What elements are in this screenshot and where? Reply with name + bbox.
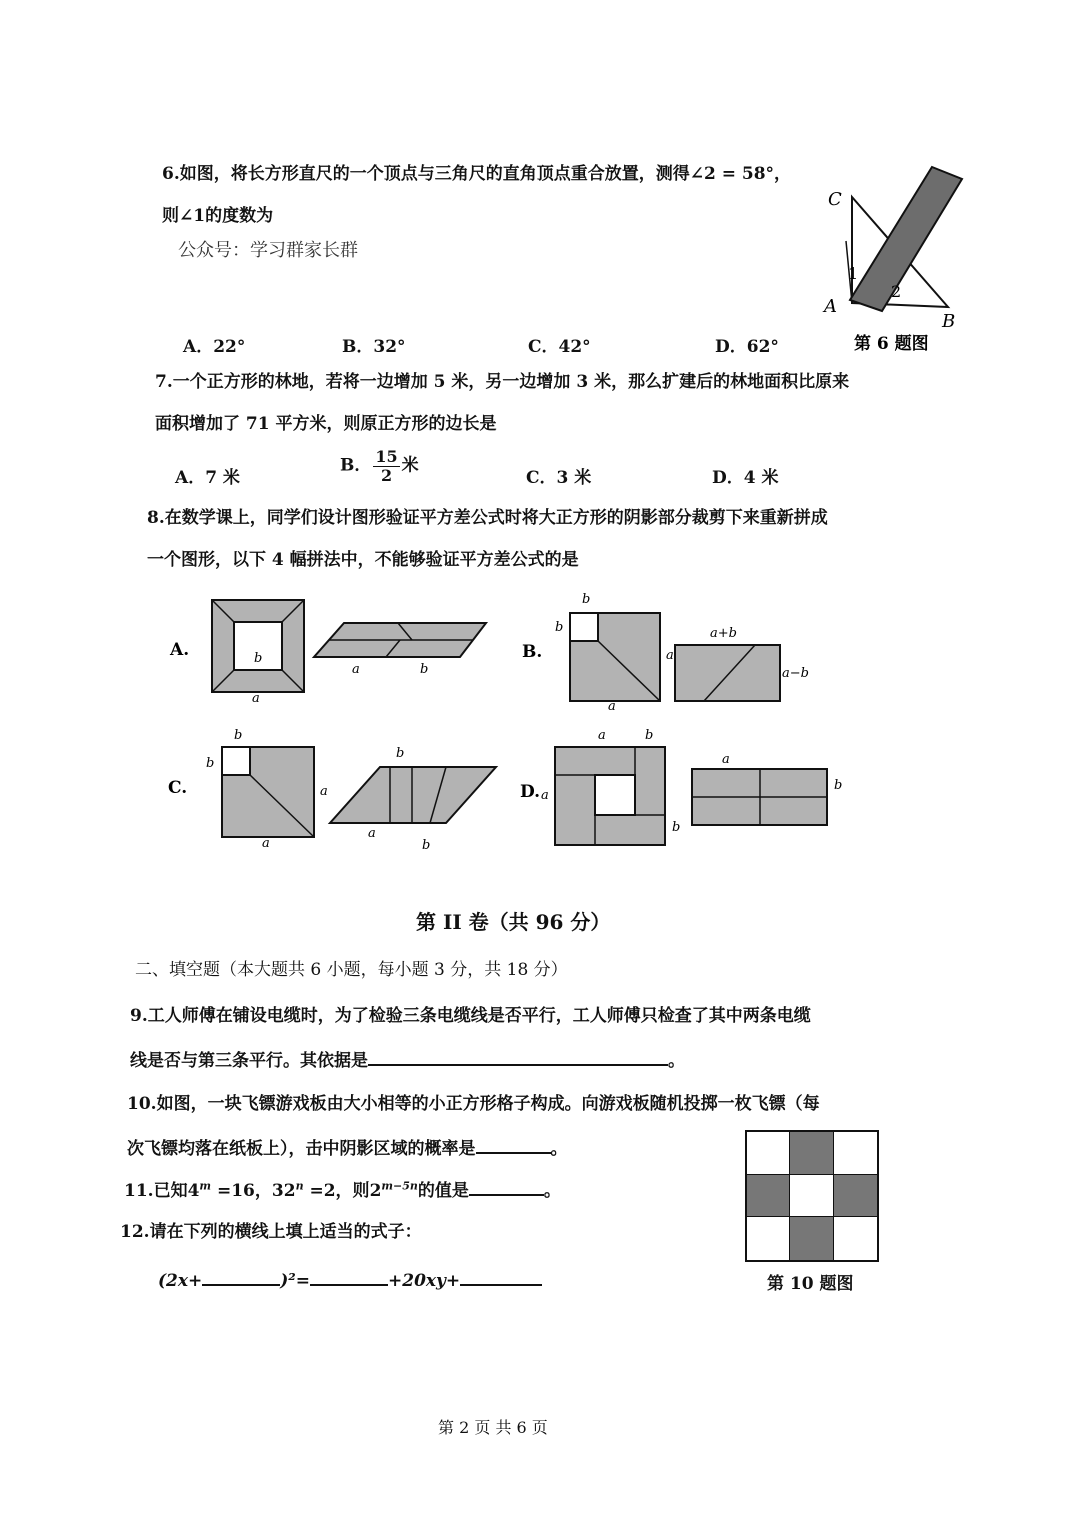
q10-answer-blank[interactable] xyxy=(476,1138,551,1154)
q7-option-c: C．3 米 xyxy=(526,468,592,488)
dartboard-cell xyxy=(834,1217,877,1260)
q9-line1: 9.工人师傅在铺设电缆时，为了检验三条电缆线是否平行，工人师傅只检查了其中两条电缆 xyxy=(130,1006,811,1026)
b-top-b: b xyxy=(582,592,591,607)
q12-line1: 12.请在下列的横线上填上适当的式子： xyxy=(120,1222,422,1242)
a-para-a: a xyxy=(352,662,360,677)
q6-line2: 则∠1的度数为 xyxy=(162,206,274,226)
q8-label-c: C. xyxy=(168,778,188,798)
dartboard-cell xyxy=(834,1132,877,1175)
angle-2-label: 2 xyxy=(891,282,902,301)
dartboard-cell xyxy=(790,1175,833,1218)
dartboard-cell xyxy=(747,1175,790,1218)
c-para-b: b xyxy=(422,838,431,853)
q7-line1: 7.一个正方形的林地，若将一边增加 5 米，另一边增加 3 米，那么扩建后的林地面积比原来 xyxy=(155,372,850,392)
a-inner-b: b xyxy=(254,651,263,666)
label-B: B xyxy=(942,311,956,332)
d-right-b: b xyxy=(672,820,681,835)
angle-1-label: 1 xyxy=(848,264,859,283)
watermark-text: 公众号：学习群家长群 xyxy=(178,240,358,261)
q11-line: 11.已知$4^m =16$，$32^n =2$，则$2^{m-5n}$的值是 。 xyxy=(124,1179,561,1201)
c-top-b: b xyxy=(234,728,243,743)
dartboard-cell xyxy=(747,1217,790,1260)
q6-option-c: C．42° xyxy=(528,337,591,357)
q6-figure xyxy=(820,155,980,355)
q10-line2: 次飞镖均落在纸板上），击中阴影区域的概率是 。 xyxy=(127,1139,568,1159)
q10-line1: 10.如图，一块飞镖游戏板由大小相等的小正方形格子构成。向游戏板随机投掷一枚飞镖（每 xyxy=(127,1094,820,1114)
section2-heading: 二、填空题（本大题共 6 小题，每小题 3 分，共 18 分） xyxy=(135,960,568,980)
q12-blank-1[interactable] xyxy=(202,1270,280,1286)
d-top-a1: a xyxy=(598,728,606,743)
dartboard-cell xyxy=(790,1217,833,1260)
q12-blank-3[interactable] xyxy=(460,1270,542,1286)
c-para-a: a xyxy=(368,826,376,841)
b-rect-amb: a−b xyxy=(782,666,809,681)
q6-line1: 6.如图，将长方形直尺的一个顶点与三角尺的直角顶点重合放置，测得∠2 = 58°， xyxy=(162,164,792,184)
dartboard-cell xyxy=(834,1175,877,1218)
q11-answer-blank[interactable] xyxy=(469,1180,544,1196)
d-rect-a: a xyxy=(722,752,730,767)
d-top-a2: b xyxy=(645,728,654,743)
a-para-b: b xyxy=(420,662,429,677)
q8-figures xyxy=(150,585,870,860)
q9-line2: 线是否与第三条平行。其依据是 。 xyxy=(130,1051,685,1071)
q9-answer-blank[interactable] xyxy=(368,1050,668,1066)
dartboard-cell xyxy=(790,1132,833,1175)
q7-option-b: B． $\frac{15}{2}$ 米 xyxy=(340,447,419,485)
dartboard-grid xyxy=(745,1130,879,1262)
q12-blank-2[interactable] xyxy=(310,1270,388,1286)
b-right-a: a xyxy=(666,648,674,663)
d-rect-b: b xyxy=(834,778,843,793)
q8-label-a: A. xyxy=(170,640,190,660)
q8-label-d: D. xyxy=(520,782,541,802)
q6-option-a: A．22° xyxy=(183,337,246,357)
q10-caption: 第 10 题图 xyxy=(767,1274,854,1294)
q12-expression: (2x+ )²= +20xy+ xyxy=(158,1270,542,1290)
page-footer: 第 2 页 共 6 页 xyxy=(438,1418,548,1437)
q8-label-b: B. xyxy=(522,642,543,662)
q7-option-a: A．7 米 xyxy=(175,468,240,488)
c-left-b: b xyxy=(206,756,215,771)
q6-option-d: D．62° xyxy=(715,337,779,357)
c-para-b-top: b xyxy=(396,746,405,761)
q8-line1: 8.在数学课上，同学们设计图形验证平方差公式时将大正方形的阴影部分裁剪下来重新拼成 xyxy=(147,508,828,528)
b-bottom-a: a xyxy=(608,699,616,714)
q7-option-d: D．4 米 xyxy=(712,468,779,488)
b-rect-apb: a+b xyxy=(710,626,737,641)
q7-line2: 面积增加了 71 平方米，则原正方形的边长是 xyxy=(155,414,497,434)
q6-caption: 第 6 题图 xyxy=(854,334,929,354)
label-C: C xyxy=(828,189,842,210)
b-left-b: b xyxy=(555,620,564,635)
dartboard-cell xyxy=(747,1132,790,1175)
q6-option-b: B．32° xyxy=(342,337,406,357)
section2-title: 第 II 卷（共 96 分） xyxy=(416,910,611,934)
d-left-a: a xyxy=(541,788,549,803)
label-A: A xyxy=(824,296,837,317)
q8-line2: 一个图形，以下 4 幅拼法中，不能够验证平方差公式的是 xyxy=(147,550,579,570)
c-bottom-a: a xyxy=(262,836,270,851)
a-bottom-a: a xyxy=(252,691,260,706)
c-right-a: a xyxy=(320,784,328,799)
